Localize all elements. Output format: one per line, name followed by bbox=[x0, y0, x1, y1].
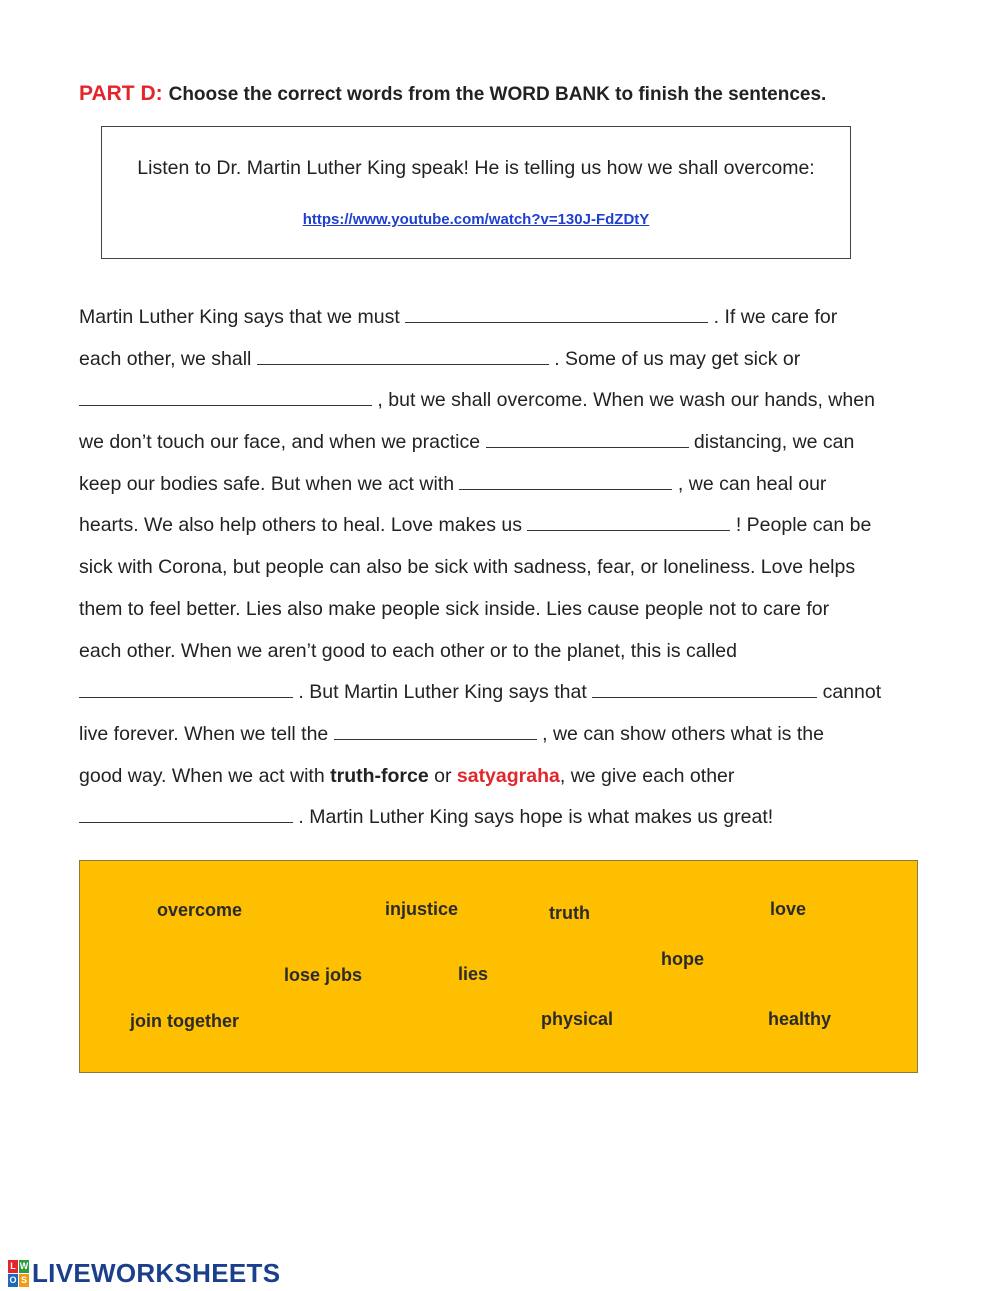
word-healthy: healthy bbox=[768, 1009, 832, 1029]
passage-line bbox=[79, 631, 929, 673]
blank-answer-8[interactable] bbox=[592, 681, 817, 698]
passage-text: each other. When we aren’t good to each other or to the planet, this is called bbox=[79, 639, 737, 662]
part-heading bbox=[79, 82, 826, 106]
passage-text: hearts. We also help others to heal. Love makes us bbox=[79, 514, 522, 537]
passage-text: keep our bodies safe. But when we act with bbox=[79, 472, 455, 495]
passage-line bbox=[79, 672, 929, 714]
blank-answer-3[interactable] bbox=[79, 389, 372, 406]
passage-line bbox=[79, 756, 929, 798]
blank-answer-6[interactable] bbox=[527, 514, 730, 531]
passage-text: cannot bbox=[822, 681, 882, 704]
part-label: PART D: bbox=[79, 82, 163, 105]
passage-text: , but we shall overcome. When we wash our hands, when bbox=[377, 389, 875, 412]
instruction-text: Choose the correct words from the WORD BANK to finish the sentences. bbox=[168, 84, 827, 105]
blank-answer-9[interactable] bbox=[334, 723, 537, 740]
liveworksheets-logo[interactable] bbox=[8, 1258, 280, 1289]
logo-letter: L bbox=[8, 1260, 18, 1273]
passage-line bbox=[79, 589, 929, 631]
passage-line bbox=[79, 714, 929, 756]
passage-text: each other, we shall bbox=[79, 347, 252, 370]
brand-name: LIVEWORKSHEETS bbox=[32, 1258, 281, 1288]
word-truth: truth bbox=[549, 903, 590, 923]
passage bbox=[79, 297, 929, 839]
passage-line bbox=[79, 339, 929, 381]
youtube-link[interactable]: https://www.youtube.com/watch?v=130J-FdZDtY bbox=[302, 211, 650, 228]
word-love: love bbox=[770, 899, 807, 919]
satyagraha-term: satyagraha bbox=[456, 764, 560, 787]
passage-text: distancing, we can bbox=[693, 431, 855, 454]
word-lose-jobs: lose jobs bbox=[284, 965, 363, 985]
passage-line bbox=[79, 464, 929, 506]
passage-text: them to feel better. Lies also make people sick inside. Lies cause people not to care for bbox=[79, 597, 830, 620]
passage-text: live forever. When we tell the bbox=[79, 722, 329, 745]
passage-line bbox=[79, 297, 929, 339]
word-overcome: overcome bbox=[157, 900, 243, 920]
intro-box bbox=[101, 126, 851, 259]
passage-text: we don’t touch our face, and when we practice bbox=[79, 431, 481, 454]
passage-line bbox=[79, 505, 929, 547]
logo-letter: S bbox=[20, 1275, 27, 1285]
passage-text: . But Martin Luther King says that bbox=[298, 681, 587, 704]
passage-line bbox=[79, 380, 929, 422]
passage-line bbox=[79, 797, 929, 839]
word-injustice: injustice bbox=[385, 899, 459, 919]
word-physical: physical bbox=[541, 1009, 614, 1029]
passage-line bbox=[79, 547, 929, 589]
passage-text: ! People can be bbox=[735, 514, 872, 537]
blank-answer-2[interactable] bbox=[257, 348, 549, 365]
blank-answer-7[interactable] bbox=[79, 681, 293, 698]
truth-force-term: truth-force bbox=[330, 764, 429, 787]
word-join-together: join together bbox=[130, 1011, 239, 1031]
blank-answer-5[interactable] bbox=[459, 473, 672, 490]
logo-letter: O bbox=[9, 1275, 17, 1285]
word-lies: lies bbox=[458, 964, 489, 984]
passage-text: good way. When we act with bbox=[79, 764, 325, 787]
passage-text: or bbox=[434, 764, 452, 787]
word-bank bbox=[79, 860, 918, 1073]
word-hope: hope bbox=[661, 949, 704, 969]
passage-text: , we give each other bbox=[559, 764, 735, 787]
passage-text: . If we care for bbox=[713, 306, 838, 328]
blank-answer-4[interactable] bbox=[486, 431, 689, 448]
blank-answer-1[interactable] bbox=[405, 306, 708, 323]
passage-text: Martin Luther King says that we must bbox=[79, 306, 400, 328]
passage-text: . Martin Luther King says hope is what makes us great! bbox=[298, 806, 774, 829]
passage-text: , we can heal our bbox=[677, 472, 827, 495]
passage-text: , we can show others what is the bbox=[542, 722, 824, 745]
passage-text: sick with Corona, but people can also be sick with sadness, fear, or loneliness. Love helps bbox=[79, 556, 856, 579]
passage-text: . Some of us may get sick or bbox=[554, 347, 801, 370]
intro-text: Listen to Dr. Martin Luther King speak! He is telling us how we shall overcome: bbox=[137, 157, 815, 179]
passage-line bbox=[79, 422, 929, 464]
logo-letter: W bbox=[19, 1261, 29, 1271]
liveworksheets-logo-icon bbox=[8, 1260, 29, 1287]
blank-answer-10[interactable] bbox=[79, 806, 293, 823]
